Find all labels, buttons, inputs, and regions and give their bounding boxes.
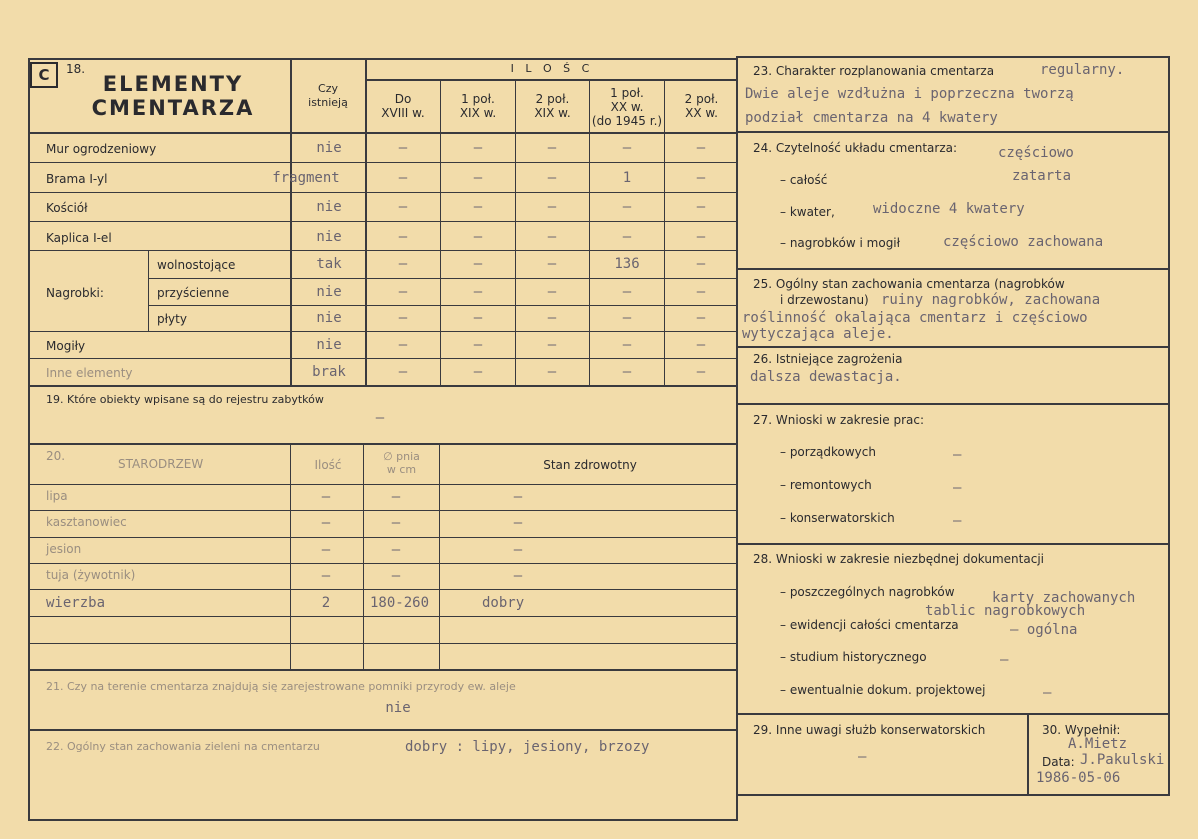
element-row-label: Kościół [46, 201, 88, 215]
q25-label-2: i drzewostanu) [780, 293, 869, 307]
element-row-count: – [547, 170, 557, 186]
tree-health: – [513, 568, 523, 584]
section-title: ELEMENTY [102, 72, 244, 96]
element-row-exists: nie [316, 310, 342, 326]
element-row-count: – [398, 199, 408, 215]
element-row-count: – [398, 310, 408, 326]
element-row-count: – [547, 229, 557, 245]
tree-name: tuja (żywotnik) [46, 568, 136, 582]
element-row-count: – [547, 140, 557, 156]
section-number: 18. [66, 62, 86, 76]
col-header-period: 1 poł. XIX w. [459, 92, 497, 120]
element-row-label: Kaplica I-el [46, 231, 112, 245]
element-row-count: – [473, 229, 483, 245]
element-row-exists: nie [316, 337, 342, 353]
element-row-count: – [696, 284, 706, 300]
q27-item-answer: – [953, 480, 962, 496]
element-row-count: – [547, 284, 557, 300]
q29-label: 29. Inne uwagi służb konserwatorskich [753, 723, 986, 737]
grid-line [28, 58, 738, 60]
q28-item-label: – studium historycznego [780, 650, 927, 664]
q23-answer-2: Dwie aleje wzdłużna i poprzeczna tworzą [745, 86, 1074, 102]
element-row-count: – [696, 140, 706, 156]
element-row-label: wolnostojące [157, 258, 236, 272]
tree-diameter: – [391, 489, 401, 505]
q26-label: 26. Istniejące zagrożenia [753, 352, 903, 366]
q28-item-answer: – ogólna [1010, 622, 1078, 638]
q28-item-label: – ewentualnie dokum. projektowej [780, 683, 986, 697]
q25-answer-3: wytyczająca aleje. [742, 326, 894, 342]
element-row-count: – [622, 337, 632, 353]
element-row-label: Mogiły [46, 339, 86, 353]
q23-label: 23. Charakter rozplanowania cmentarza [753, 64, 995, 78]
q21-answer: nie [385, 700, 411, 716]
q24-item-label: – całość [780, 173, 828, 187]
tree-diameter: – [391, 515, 401, 531]
element-row-count: – [473, 337, 483, 353]
element-row-count: – [473, 310, 483, 326]
tree-diameter: – [391, 568, 401, 584]
element-row-count: – [473, 140, 483, 156]
tree-count: 2 [321, 595, 331, 611]
tree-health: dobry [482, 595, 525, 611]
trees-col-stan: Stan zdrowotny [543, 458, 637, 472]
element-row-count: – [622, 229, 632, 245]
element-row-count: – [473, 364, 483, 380]
element-row-count: – [547, 364, 557, 380]
col-header-period: 2 poł. XX w. [684, 92, 719, 120]
q24-item-answer: zatarta [1012, 168, 1072, 184]
q28-item-answer: – [1043, 685, 1052, 701]
col-header-exists: Czy istnieją [308, 82, 348, 109]
element-row-count: – [547, 310, 557, 326]
tree-health: – [513, 489, 523, 505]
element-row-count: – [547, 199, 557, 215]
element-row-count: 136 [614, 256, 640, 272]
tree-health: – [513, 542, 523, 558]
q25-answer-2: roślinność okalająca cmentarz i częściowo [742, 310, 1088, 326]
q27-item-label: – remontowych [780, 478, 872, 492]
q22-label: 22. Ogólny stan zachowania zieleni na cmentarzu [46, 740, 320, 753]
tree-count: – [321, 515, 331, 531]
grid-line [28, 132, 738, 134]
element-row-exists: nie [316, 284, 342, 300]
col-header-period: Do XVIII w. [381, 92, 425, 120]
tree-name: wierzba [46, 595, 106, 611]
element-row-exists: nie [316, 140, 342, 156]
trees-col-ilosc: Ilość [314, 458, 342, 472]
q19-answer: – [375, 410, 385, 426]
element-row-count: – [398, 170, 408, 186]
q27-item-label: – konserwatorskich [780, 511, 895, 525]
trees-col-pnia: ∅ pnia w cm [383, 450, 420, 476]
q26-answer: dalsza dewastacja. [750, 369, 902, 385]
q24-label: 24. Czytelność układu cmentarza: [753, 141, 958, 155]
element-row-label: płyty [157, 312, 187, 326]
q30-name-1: A.Mietz [1068, 736, 1128, 752]
q27-item-answer: – [953, 513, 962, 529]
q25-answer-1: ruiny nagrobków, zachowana [881, 292, 1101, 308]
q30-date-label: Data: [1042, 755, 1075, 769]
element-row-label: przyścienne [157, 286, 230, 300]
q30-date: 1986-05-06 [1036, 770, 1121, 786]
tree-name: kasztanowiec [46, 515, 127, 529]
q28-answer-extra: tablic nagrobkowych [925, 603, 1086, 619]
col-header-ilosc: I L O Ś C [510, 62, 594, 75]
q27-item-label: – porządkowych [780, 445, 876, 459]
element-row-count: – [398, 256, 408, 272]
q24-item-label: – kwater, [780, 205, 835, 219]
element-row-count: – [622, 199, 632, 215]
element-row-count: – [398, 140, 408, 156]
grid-line [366, 79, 738, 81]
col-header-period: 1 poł. XX w. (do 1945 r.) [591, 86, 663, 128]
element-row-count: – [547, 256, 557, 272]
element-row-count: – [473, 199, 483, 215]
element-row-count: – [696, 364, 706, 380]
q19-label: 19. Które obiekty wpisane są do rejestru zabytków [46, 393, 324, 406]
q30-label: 30. Wypełnił: [1042, 723, 1121, 737]
grid-line [28, 58, 30, 820]
element-row-count: – [473, 170, 483, 186]
q23-answer-3: podział cmentarza na 4 kwatery [745, 110, 998, 126]
q28-item-label: – poszczególnych nagrobków [780, 585, 955, 599]
trees-title: STARODRZEW [118, 457, 204, 471]
nagrobki-label: Nagrobki: [46, 286, 104, 300]
element-row-count: – [696, 170, 706, 186]
element-row-exists: brak [312, 364, 346, 380]
q28-item-answer: karty zachowanych [992, 590, 1136, 606]
element-row-count: – [696, 229, 706, 245]
q28-item-answer: – [1000, 652, 1009, 668]
element-row-count: – [398, 337, 408, 353]
element-row-label: Brama I-yl [46, 172, 108, 186]
q24-item-answer: częściowo zachowana [943, 234, 1104, 250]
tree-name: jesion [46, 542, 82, 556]
q24-item-label: – nagrobków i mogił [780, 236, 901, 250]
element-row-exists: nie [316, 199, 342, 215]
q21-label: 21. Czy na terenie cmentarza znajdują się zarejestrowane pomniki przyrody ew. aleje [46, 680, 516, 693]
element-row-exists: nie [316, 229, 342, 245]
element-row-count: – [696, 310, 706, 326]
tree-count: – [321, 542, 331, 558]
element-row-count: – [696, 337, 706, 353]
element-row-label: Mur ogrodzeniowy [46, 142, 157, 156]
q24-item-answer: widoczne 4 kwatery [873, 201, 1025, 217]
q28-item-label: – ewidencji całości cmentarza [780, 618, 959, 632]
q22-answer: dobry : lipy, jesiony, brzozy [405, 739, 650, 755]
element-row-label: Inne elementy [46, 366, 133, 380]
q29-answer: – [858, 749, 867, 765]
tree-diameter: 180-260 [370, 595, 430, 611]
section-letter: C [30, 62, 58, 88]
tree-name: lipa [46, 489, 68, 503]
element-row-count: – [696, 256, 706, 272]
q30-name-2: J.Pakulski [1080, 752, 1165, 768]
q27-item-answer: – [953, 447, 962, 463]
element-row-count: 1 [622, 170, 632, 186]
q25-label: 25. Ogólny stan zachowania cmentarza (nagrobków [753, 277, 1065, 291]
element-row-count: – [622, 364, 632, 380]
element-row-count: – [547, 337, 557, 353]
tree-count: – [321, 489, 331, 505]
element-row-count: – [398, 364, 408, 380]
element-row-count: – [473, 256, 483, 272]
q28-label: 28. Wnioski w zakresie niezbędnej dokumentacji [753, 552, 1044, 566]
section-title-line2: CMENTARZA [91, 96, 255, 120]
q23-answer-1: regularny. [1040, 62, 1125, 78]
element-row-count: – [696, 199, 706, 215]
q24-answer-top: częściowo [998, 145, 1074, 161]
element-row-exists: tak [316, 256, 342, 272]
element-row-count: – [622, 284, 632, 300]
tree-diameter: – [391, 542, 401, 558]
tree-health: – [513, 515, 523, 531]
tree-count: – [321, 568, 331, 584]
trees-number: 20. [46, 449, 66, 463]
element-row-count: – [398, 229, 408, 245]
q27-label: 27. Wnioski w zakresie prac: [753, 413, 925, 427]
element-row-count: – [622, 140, 632, 156]
element-row-exists: fragment [272, 170, 340, 186]
element-row-count: – [398, 284, 408, 300]
col-header-period: 2 poł. XIX w. [534, 92, 571, 120]
element-row-count: – [622, 310, 632, 326]
element-row-count: – [473, 284, 483, 300]
